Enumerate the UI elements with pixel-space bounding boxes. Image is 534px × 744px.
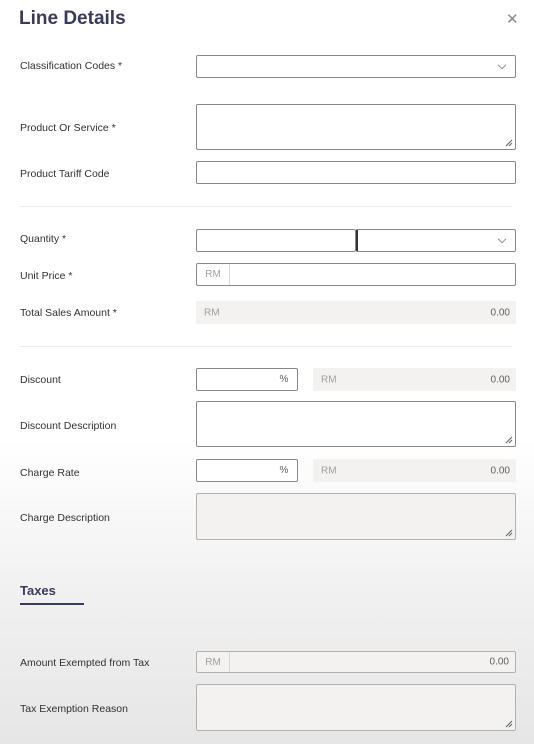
discount-label: Discount — [20, 374, 61, 386]
chevron-down-icon — [497, 237, 507, 243]
currency-prefix: RM — [204, 307, 220, 318]
product-tariff-code-input[interactable] — [196, 161, 516, 184]
taxes-section-heading: Taxes — [20, 583, 56, 598]
discount-amount-field — [313, 368, 516, 391]
divider — [20, 346, 512, 347]
resize-grip-icon[interactable] — [504, 138, 513, 147]
currency-prefix: RM — [321, 465, 337, 476]
classification-codes-label: Classification Codes * — [20, 60, 123, 72]
discount-description-textarea[interactable] — [196, 401, 516, 447]
charge-rate-percent-input[interactable] — [196, 459, 298, 482]
product-tariff-code-label: Product Tariff Code — [20, 168, 110, 180]
quantity-label: Quantity * — [20, 233, 67, 245]
charge-description-label: Charge Description — [20, 512, 110, 524]
discount-amount-value: 0.00 — [490, 374, 510, 385]
amount-exempted-label: Amount Exempted from Tax — [20, 657, 150, 669]
percent-suffix: % — [279, 374, 289, 385]
tax-exemption-reason-label: Tax Exemption Reason — [20, 703, 128, 715]
amount-exempted-value: 0.00 — [489, 656, 509, 668]
currency-prefix: RM — [321, 374, 337, 385]
currency-prefix: RM — [197, 652, 230, 672]
product-or-service-textarea[interactable] — [196, 104, 516, 150]
percent-suffix: % — [279, 465, 289, 476]
discount-percent-input[interactable] — [196, 368, 298, 391]
total-sales-amount-field — [196, 301, 516, 324]
quantity-unit-dropdown[interactable] — [356, 229, 516, 252]
quantity-input[interactable] — [196, 229, 356, 252]
amount-exempted-field[interactable] — [196, 651, 516, 673]
unit-price-input[interactable] — [196, 263, 516, 286]
panel-title: Line Details — [19, 8, 126, 29]
classification-codes-dropdown[interactable] — [196, 55, 516, 78]
total-sales-amount-label: Total Sales Amount * — [20, 307, 117, 319]
divider — [20, 206, 512, 207]
product-or-service-label: Product Or Service * — [20, 122, 116, 134]
currency-prefix: RM — [197, 264, 230, 285]
charge-amount-value: 0.00 — [490, 465, 510, 476]
resize-grip-icon[interactable] — [504, 719, 513, 728]
close-icon[interactable]: ✕ — [506, 11, 519, 28]
charge-amount-field — [313, 459, 516, 482]
unit-price-label: Unit Price * — [20, 270, 73, 282]
resize-grip-icon[interactable] — [504, 435, 513, 444]
charge-description-textarea[interactable] — [196, 493, 516, 540]
chevron-down-icon — [497, 63, 507, 69]
charge-rate-label: Charge Rate — [20, 467, 80, 479]
resize-grip-icon[interactable] — [504, 528, 513, 537]
taxes-heading-underline — [20, 603, 84, 605]
discount-description-label: Discount Description — [20, 420, 117, 432]
tax-exemption-reason-textarea[interactable] — [196, 684, 516, 731]
total-sales-amount-value: 0.00 — [490, 307, 510, 318]
